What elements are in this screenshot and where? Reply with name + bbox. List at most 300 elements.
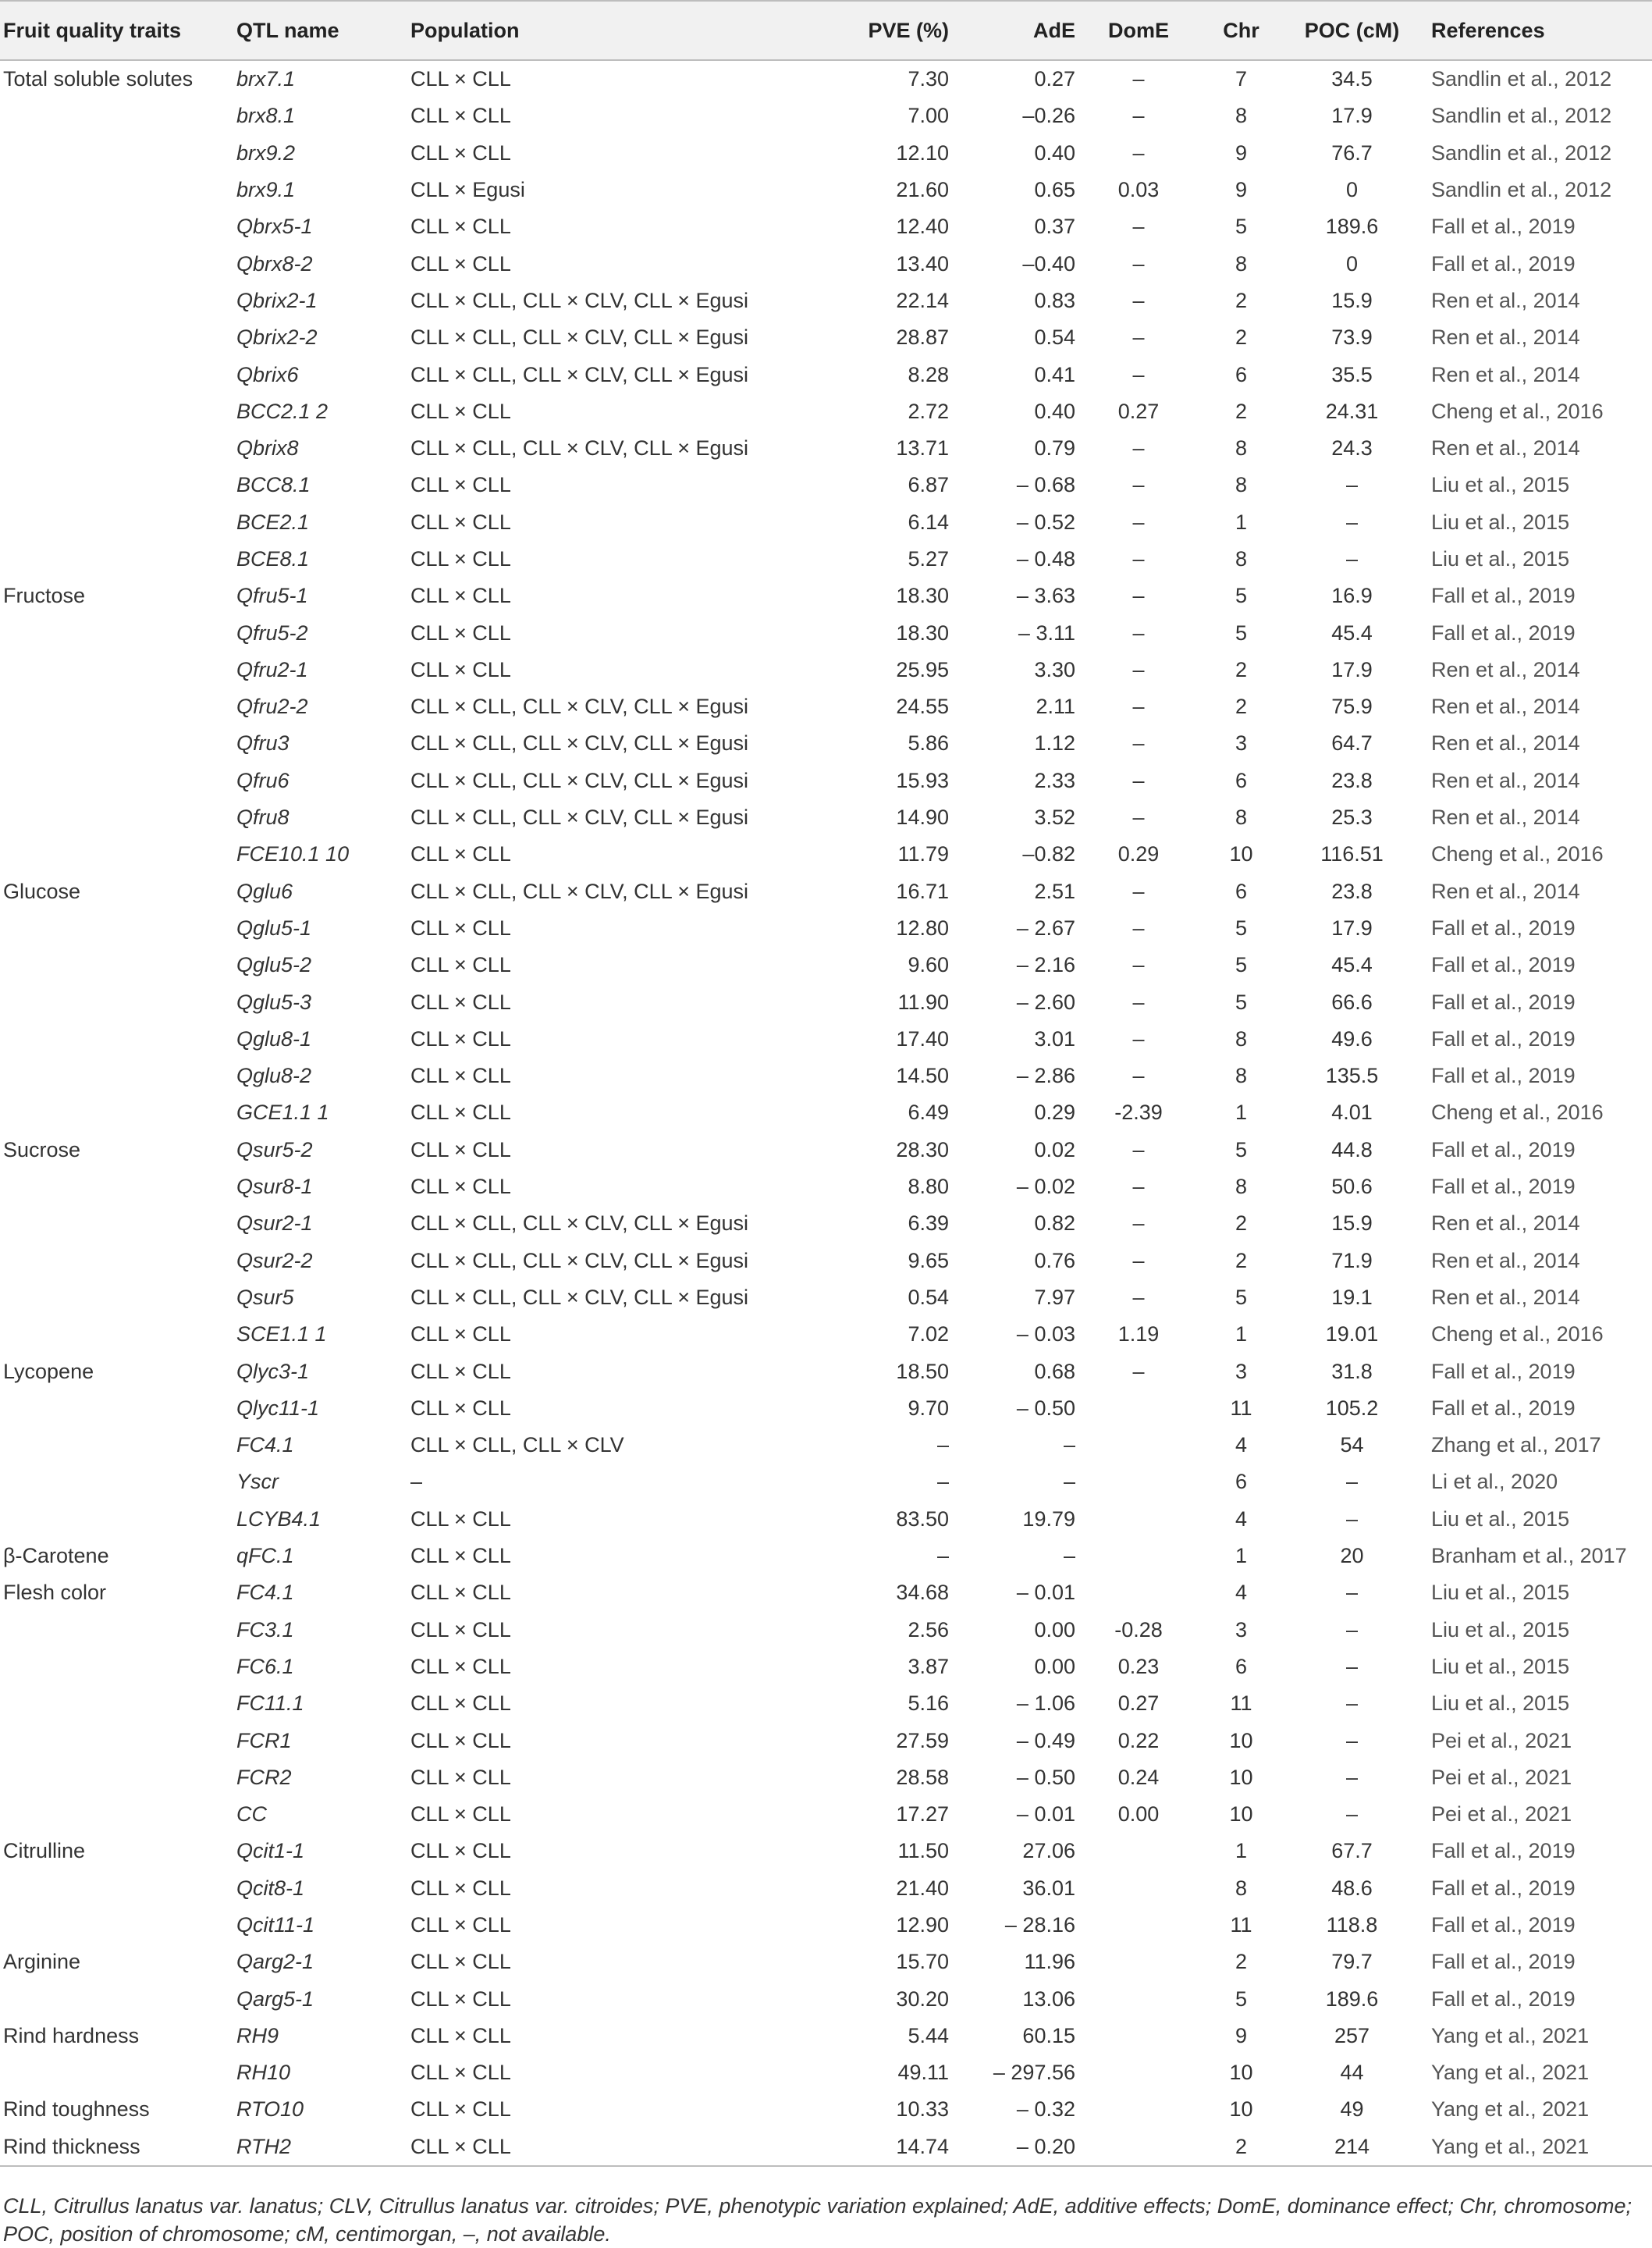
cell-reference: Ren et al., 2014	[1431, 657, 1580, 681]
cell-trait	[0, 430, 232, 467]
cell-ade: 2.33	[1034, 768, 1075, 792]
cell-population: CLL × CLL, CLL × CLV, CLL × Egusi	[410, 806, 749, 830]
cell-dome: –	[1132, 215, 1145, 239]
cell-trait: Lycopene	[3, 1359, 94, 1383]
cell-trait: Total soluble solutes	[3, 67, 194, 91]
cell-chr: 3	[1235, 1617, 1248, 1642]
cell-pve: 30.20	[896, 1987, 949, 2011]
table-row	[0, 541, 1652, 578]
cell-ade: – 3.11	[1018, 621, 1075, 645]
cell-population: CLL × CLL	[410, 621, 511, 645]
cell-qtl-name: Qarg2-1	[236, 1950, 314, 1974]
cell-population: CLL × CLL	[410, 1137, 511, 1161]
table-row	[0, 1168, 1652, 1205]
cell-trait	[0, 1796, 232, 1833]
cell-trait	[0, 1685, 232, 1722]
table-row	[0, 1094, 1652, 1131]
cell-chr: 8	[1235, 1175, 1248, 1199]
table-row	[0, 1058, 1652, 1094]
cell-trait	[0, 1870, 232, 1907]
cell-ade: 0.02	[1034, 1137, 1075, 1161]
cell-ade: 2.11	[1036, 695, 1075, 719]
cell-qtl-name: Qbrix6	[236, 362, 299, 386]
cell-population: CLL × CLL	[410, 1506, 511, 1531]
cell-reference: Pei et al., 2021	[1431, 1802, 1572, 1826]
cell-pve: 7.30	[908, 67, 949, 91]
cell-qtl-name: Qfru6	[236, 768, 290, 792]
cell-ade: – 0.49	[1016, 1728, 1075, 1752]
table-row	[0, 245, 1652, 282]
cell-pve: 16.71	[896, 879, 949, 903]
cell-poc: 73.9	[1331, 325, 1373, 350]
cell-dome: 0.22	[1117, 1728, 1160, 1752]
cell-dome: 0.23	[1117, 1654, 1160, 1678]
table-row	[0, 283, 1652, 319]
cell-chr: 6	[1235, 1470, 1248, 1494]
cell-dome	[1078, 1464, 1199, 1500]
cell-trait	[0, 208, 232, 245]
cell-trait	[0, 1501, 232, 1538]
cell-pve: 11.79	[897, 842, 949, 866]
cell-chr: 1	[1235, 1101, 1248, 1125]
cell-dome	[1078, 1427, 1199, 1464]
cell-poc: –	[1345, 1765, 1359, 1789]
cell-dome	[1078, 1501, 1199, 1538]
cell-chr: 8	[1235, 1064, 1248, 1088]
cell-pve: 5.16	[908, 1691, 949, 1716]
cell-poc: 67.7	[1331, 1839, 1373, 1863]
cell-ade: – 2.16	[1016, 953, 1075, 977]
table-row	[0, 319, 1652, 356]
cell-qtl-name: Qcit1-1	[236, 1839, 305, 1863]
table-row	[0, 947, 1652, 984]
cell-population: CLL × CLL	[410, 510, 511, 534]
table-body	[0, 60, 1652, 2166]
cell-ade: 0.00	[1034, 1654, 1075, 1678]
cell-reference: Sandlin et al., 2012	[1431, 178, 1612, 202]
cell-qtl-name: brx8.1	[236, 104, 296, 128]
table-row	[0, 614, 1652, 651]
cell-ade: 0.68	[1034, 1359, 1075, 1383]
cell-chr: 4	[1235, 1506, 1248, 1531]
cell-qtl-name: Yscr	[236, 1470, 279, 1494]
table-row	[0, 1132, 1652, 1168]
cell-dome: –	[1132, 1285, 1145, 1309]
cell-population: CLL × CLL	[410, 1876, 511, 1900]
cell-dome: 0.03	[1117, 178, 1160, 202]
cell-reference: Cheng et al., 2016	[1431, 1101, 1604, 1125]
cell-population: CLL × CLL, CLL × CLV, CLL × Egusi	[410, 768, 749, 792]
cell-trait	[0, 467, 232, 503]
cell-dome: –	[1132, 916, 1145, 940]
cell-population: CLL × CLL, CLL × CLV, CLL × Egusi	[410, 325, 749, 350]
cell-reference: Ren et al., 2014	[1431, 288, 1580, 312]
cell-trait	[0, 1243, 232, 1279]
cell-qtl-name: FC4.1	[236, 1433, 294, 1457]
cell-qtl-name: CC	[236, 1802, 267, 1826]
cell-qtl-name: GCE1.1 1	[236, 1101, 329, 1125]
cell-pve: 34.68	[896, 1581, 949, 1605]
cell-population: CLL × CLL	[410, 104, 511, 128]
cell-population: CLL × CLL, CLL × CLV, CLL × Egusi	[410, 695, 749, 719]
cell-pve: 15.70	[896, 1950, 949, 1974]
cell-pve: 14.90	[896, 806, 949, 830]
cell-qtl-name: Qglu6	[236, 879, 293, 903]
cell-reference: Fall et al., 2019	[1431, 1064, 1576, 1088]
table-row	[0, 467, 1652, 503]
cell-trait	[0, 504, 232, 541]
cell-population: CLL × CLL	[410, 1064, 511, 1088]
cell-trait	[0, 1759, 232, 1796]
table-row	[0, 1980, 1652, 2017]
cell-pve: 7.00	[908, 104, 949, 128]
cell-reference: Sandlin et al., 2012	[1431, 140, 1612, 165]
cell-poc: –	[1345, 1691, 1359, 1716]
cell-population: CLL × CLL	[410, 215, 511, 239]
cell-dome: –	[1132, 362, 1145, 386]
table-row	[0, 504, 1652, 541]
cell-reference: Yang et al., 2021	[1431, 2097, 1590, 2122]
cell-population: CLL × CLL	[410, 1839, 511, 1863]
cell-population: CLL × CLL	[410, 584, 511, 608]
cell-qtl-name: LCYB4.1	[236, 1506, 322, 1531]
cell-chr: 5	[1235, 215, 1248, 239]
cell-reference: Ren et al., 2014	[1431, 731, 1580, 756]
cell-dome	[1078, 1833, 1199, 1869]
cell-ade: – 0.03	[1016, 1322, 1075, 1346]
cell-dome	[1078, 1538, 1199, 1574]
cell-ade: 13.06	[1022, 1987, 1075, 2011]
cell-pve: 22.14	[896, 288, 949, 312]
cell-dome: -0.28	[1114, 1617, 1163, 1642]
cell-poc: –	[1345, 1506, 1359, 1531]
header-poc: POC (cM)	[1284, 1, 1420, 60]
table-row	[0, 1796, 1652, 1833]
cell-qtl-name: Qfru8	[236, 806, 290, 830]
table-row	[0, 2054, 1652, 2091]
cell-qtl-name: Qglu5-3	[236, 990, 312, 1014]
cell-qtl-name: Qbrx5-1	[236, 215, 313, 239]
cell-ade: – 0.32	[1016, 2097, 1075, 2122]
cell-qtl-name: SCE1.1 1	[236, 1322, 327, 1346]
cell-dome: –	[1132, 695, 1145, 719]
cell-population: CLL × CLL	[410, 251, 511, 276]
cell-pve: 10.33	[896, 2097, 949, 2122]
cell-ade: 3.52	[1034, 806, 1075, 830]
cell-dome: 0.27	[1117, 399, 1160, 423]
cell-poc: 15.9	[1331, 288, 1373, 312]
cell-chr: 9	[1235, 140, 1248, 165]
cell-dome	[1078, 1907, 1199, 1944]
cell-poc: 19.01	[1325, 1322, 1379, 1346]
cell-reference: Ren et al., 2014	[1431, 362, 1580, 386]
cell-dome: -2.39	[1114, 1101, 1163, 1125]
cell-qtl-name: Qlyc3-1	[236, 1359, 310, 1383]
cell-trait	[0, 393, 232, 430]
cell-qtl-name: RTO10	[236, 2097, 304, 2122]
cell-reference: Fall et al., 2019	[1431, 990, 1576, 1014]
cell-ade: 0.83	[1034, 288, 1075, 312]
cell-dome: –	[1132, 1359, 1145, 1383]
cell-pve: 13.71	[896, 436, 949, 461]
table-row	[0, 799, 1652, 836]
cell-dome: –	[1132, 1248, 1145, 1272]
cell-trait	[0, 1427, 232, 1464]
cell-chr: 11	[1230, 1912, 1252, 1937]
cell-trait	[0, 1980, 232, 2017]
cell-reference: Liu et al., 2015	[1431, 1581, 1570, 1605]
cell-qtl-name: Qsur5-2	[236, 1137, 313, 1161]
cell-qtl-name: Qsur2-1	[236, 1211, 313, 1236]
cell-reference: Fall et al., 2019	[1431, 584, 1576, 608]
cell-pve: 5.44	[908, 2023, 949, 2047]
table-row	[0, 172, 1652, 208]
cell-dome: 0.27	[1117, 1691, 1160, 1716]
cell-dome: –	[1132, 806, 1145, 830]
table-row	[0, 763, 1652, 799]
cell-poc: –	[1345, 510, 1359, 534]
cell-chr: 6	[1235, 879, 1248, 903]
cell-trait	[0, 947, 232, 984]
cell-ade: – 2.60	[1016, 990, 1075, 1014]
cell-pve: 6.49	[908, 1101, 949, 1125]
cell-chr: 2	[1235, 288, 1248, 312]
cell-trait	[0, 910, 232, 947]
cell-reference: Fall et al., 2019	[1431, 1950, 1576, 1974]
cell-qtl-name: RTH2	[232, 2129, 400, 2166]
table-row	[0, 1205, 1652, 1242]
cell-ade: 0.76	[1034, 1248, 1075, 1272]
cell-ade: – 0.02	[1016, 1175, 1075, 1199]
cell-chr: 6	[1235, 768, 1248, 792]
cell-dome: –	[1132, 547, 1145, 571]
cell-dome: –	[1132, 325, 1145, 350]
cell-population: –	[410, 1470, 423, 1494]
cell-poc: 75.9	[1331, 695, 1373, 719]
cell-trait	[0, 1390, 232, 1427]
cell-poc: 45.4	[1331, 621, 1373, 645]
cell-pve: 9.65	[908, 1248, 949, 1272]
cell-dome: –	[1132, 140, 1145, 165]
table-row	[0, 1685, 1652, 1722]
table-row	[0, 725, 1652, 762]
cell-chr: 2	[1235, 325, 1248, 350]
cell-reference: Ren et al., 2014	[1431, 325, 1580, 350]
cell-population: CLL × CLL	[410, 1912, 511, 1937]
cell-chr: 5	[1235, 916, 1248, 940]
cell-pve: 3.87	[908, 1654, 949, 1678]
cell-dome: 0.29	[1117, 842, 1160, 866]
cell-population: CLL × CLL	[410, 1322, 511, 1346]
header-population: Population	[400, 1, 794, 60]
cell-poc: 24.3	[1331, 436, 1373, 461]
cell-ade: 0.29	[1034, 1101, 1075, 1125]
cell-qtl-name: FC3.1	[236, 1617, 294, 1642]
cell-reference: Pei et al., 2021	[1431, 1728, 1572, 1752]
table-row	[0, 836, 1652, 873]
cell-poc: 64.7	[1331, 731, 1373, 756]
cell-chr: 11	[1230, 1396, 1252, 1420]
cell-trait	[0, 1316, 232, 1353]
cell-ade: – 0.50	[1016, 1396, 1075, 1420]
cell-population: CLL × CLL	[410, 399, 511, 423]
cell-chr: 10	[1229, 1728, 1253, 1752]
table-row	[0, 1021, 1652, 1058]
cell-population: CLL × CLL	[410, 473, 511, 497]
cell-poc: 23.8	[1331, 879, 1373, 903]
cell-pve: 17.27	[896, 1802, 949, 1826]
cell-dome: –	[1132, 768, 1145, 792]
cell-ade: 7.97	[1034, 1285, 1075, 1309]
cell-chr: 8	[1235, 436, 1248, 461]
cell-chr: 9	[1235, 2023, 1248, 2047]
cell-poc: –	[1345, 1470, 1359, 1494]
cell-pve: 12.40	[896, 215, 949, 239]
cell-qtl-name: Qfru5-1	[236, 584, 308, 608]
header-references: References	[1420, 1, 1652, 60]
table-row	[0, 688, 1652, 725]
cell-pve: 11.50	[897, 1839, 949, 1863]
cell-population: CLL × CLL	[410, 1987, 511, 2011]
cell-reference: Ren et al., 2014	[1431, 1285, 1580, 1309]
cell-chr: 10	[1229, 2097, 1253, 2122]
cell-qtl-name: Qlyc11-1	[236, 1396, 320, 1420]
cell-chr: 5	[1235, 953, 1248, 977]
cell-poc: 19.1	[1331, 1285, 1373, 1309]
cell-population: CLL × CLL, CLL × CLV, CLL × Egusi	[410, 731, 749, 756]
cell-reference: Liu et al., 2015	[1431, 1691, 1570, 1716]
table-row	[0, 1649, 1652, 1685]
cell-qtl-name: BCC2.1 2	[236, 399, 329, 423]
table-row	[0, 1870, 1652, 1907]
cell-chr: 11	[1230, 1691, 1252, 1716]
cell-poc: –	[1345, 1728, 1359, 1752]
cell-dome: –	[1132, 436, 1145, 461]
table-row	[0, 984, 1652, 1020]
cell-ade: 11.96	[1024, 1950, 1075, 1974]
cell-pve: 12.80	[896, 916, 949, 940]
cell-chr: 8	[1235, 104, 1248, 128]
cell-qtl-name: qFC.1	[236, 1544, 294, 1568]
cell-chr: 5	[1235, 621, 1248, 645]
cell-qtl-name: Qbrix2-2	[236, 325, 318, 350]
cell-chr: 6	[1235, 1654, 1248, 1678]
cell-population: CLL × CLL	[410, 67, 511, 91]
cell-ade: – 0.01	[1016, 1581, 1075, 1605]
cell-pve: 28.30	[896, 1137, 949, 1161]
cell-population: CLL × CLL	[410, 2023, 511, 2047]
cell-pve: 12.90	[896, 1912, 949, 1937]
cell-poc: 116.51	[1320, 842, 1384, 866]
cell-chr: 7	[1235, 67, 1248, 91]
header-trait: Fruit quality traits	[0, 1, 232, 60]
cell-trait	[0, 1279, 232, 1316]
cell-qtl-name: Qbrix8	[236, 436, 299, 461]
cell-reference: Ren et al., 2014	[1431, 436, 1580, 461]
cell-dome: –	[1132, 1175, 1145, 1199]
cell-pve: 5.86	[908, 731, 949, 756]
cell-pve: 7.02	[908, 1322, 949, 1346]
cell-reference: Liu et al., 2015	[1431, 473, 1570, 497]
cell-ade: – 28.16	[1004, 1912, 1075, 1937]
table-row	[0, 2091, 1652, 2128]
cell-chr: 5	[1235, 1285, 1248, 1309]
header-pve: PVE (%)	[794, 1, 960, 60]
table-row	[0, 1243, 1652, 1279]
cell-qtl-name: FC11.1	[236, 1691, 304, 1716]
cell-trait	[0, 245, 232, 282]
cell-reference: Fall et al., 2019	[1431, 1359, 1576, 1383]
cell-ade: 0.00	[1034, 1617, 1075, 1642]
cell-population: CLL × CLL	[410, 1765, 511, 1789]
cell-ade: 0.65	[1034, 178, 1075, 202]
cell-reference: Cheng et al., 2016	[1431, 1322, 1604, 1346]
cell-chr: 2	[1235, 1950, 1248, 1974]
cell-poc: 48.6	[1331, 1876, 1373, 1900]
cell-reference: Fall et al., 2019	[1431, 1987, 1576, 2011]
cell-pve: 25.95	[896, 657, 949, 681]
cell-qtl-name: Qglu8-1	[236, 1026, 312, 1051]
cell-population: CLL × CLL	[410, 842, 511, 866]
cell-pve: 5.27	[908, 547, 949, 571]
cell-reference: Branham et al., 2017	[1431, 1544, 1627, 1568]
cell-population: CLL × CLL, CLL × CLV, CLL × Egusi	[410, 879, 749, 903]
table-row	[0, 1279, 1652, 1316]
cell-reference: Yang et al., 2021	[1431, 2023, 1590, 2047]
cell-pve: 28.87	[896, 325, 949, 350]
cell-poc: 20	[1340, 1544, 1364, 1568]
cell-trait: Rind hardness	[3, 2023, 140, 2047]
cell-trait	[0, 1611, 232, 1648]
cell-pve: 2.56	[908, 1617, 949, 1642]
cell-poc: 71.9	[1331, 1248, 1373, 1272]
cell-ade: – 0.48	[1016, 547, 1075, 571]
cell-dome: –	[1132, 953, 1145, 977]
table-row	[0, 1611, 1652, 1648]
table-row	[0, 1353, 1652, 1389]
cell-qtl-name: RH9	[236, 2023, 279, 2047]
cell-poc: 118.8	[1326, 1912, 1378, 1937]
table-row	[0, 60, 1652, 98]
cell-dome: 1.19	[1117, 1322, 1160, 1346]
cell-dome: –	[1132, 67, 1145, 91]
table-row	[0, 2129, 1652, 2166]
cell-qtl-name: brx9.1	[236, 178, 296, 202]
cell-population: CLL × CLL	[410, 1617, 511, 1642]
cell-chr: 10	[1229, 1765, 1253, 1789]
cell-pve: 2.72	[908, 399, 949, 423]
cell-poc: 45.4	[1331, 953, 1373, 977]
cell-population: CLL × CLL	[410, 1950, 511, 1974]
table-row	[0, 1427, 1652, 1464]
cell-chr: 1	[1235, 1322, 1248, 1346]
cell-ade: –	[1063, 1470, 1075, 1494]
cell-population: CLL × CLL	[410, 1581, 511, 1605]
cell-ade: –	[1063, 1433, 1075, 1457]
cell-qtl-name: Qfru2-2	[236, 695, 308, 719]
cell-dome: –	[1132, 251, 1145, 276]
cell-reference: Liu et al., 2015	[1431, 510, 1570, 534]
table-row	[0, 1464, 1652, 1500]
cell-chr: 5	[1235, 1137, 1248, 1161]
cell-dome: –	[1132, 473, 1145, 497]
cell-chr: 4	[1235, 1581, 1248, 1605]
cell-poc: 15.9	[1331, 1211, 1373, 1236]
cell-pve: 49.11	[897, 2061, 949, 2085]
cell-trait: Rind toughness	[3, 2097, 150, 2122]
cell-qtl-name: FCE10.1 10	[236, 842, 350, 866]
cell-pve: 21.40	[896, 1876, 949, 1900]
